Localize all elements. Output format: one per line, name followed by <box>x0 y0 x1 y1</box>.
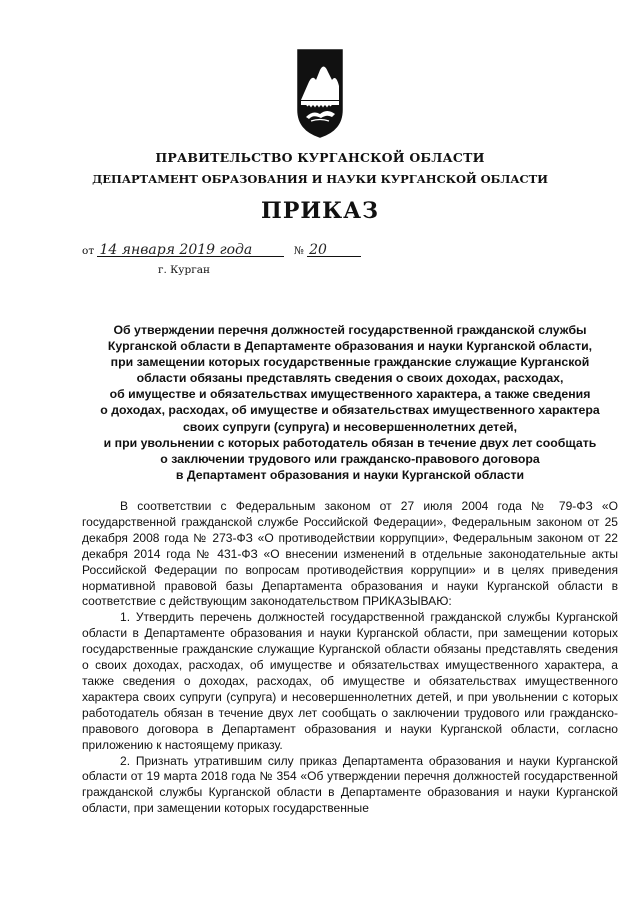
body-paragraph-preamble: В соответствии с Федеральным законом от 27 июля 2004 года № 79-ФЗ «О государственной гражданской службе Российской Федерации», Федеральным законом от 25 декабря 2008 года № 273-ФЗ «О противодействии коррупции», Федеральным законом от 22 декабря 2014 года № 431-ФЗ «О внесении изменений в отдельные законодательные акты Российской Федерации по вопросам противодействия коррупции» и в целях приведения нормативной правовой базы Департамента образования и науки Курганской области в соответствие с действующим законодательством ПРИКАЗЫВАЮ: <box>82 499 618 609</box>
coat-of-arms-icon <box>297 48 343 138</box>
subject-line: и при увольнении с которых работодатель обязан в течение двух лет сообщать <box>103 435 597 450</box>
order-date: 14 января 2019 года <box>97 244 284 257</box>
subject-line: об имуществе и обязательствах имущественного характера, а также сведения <box>109 387 591 402</box>
date-prefix: от <box>82 245 95 257</box>
subject-line: Об утверждении перечня должностей государственной гражданской службы <box>113 323 587 337</box>
government-title: ПРАВИТЕЛЬСТВО КУРГАНСКОЙ ОБЛАСТИ <box>155 150 485 165</box>
number-prefix: № <box>293 245 304 257</box>
order-number: 20 <box>307 244 361 257</box>
subject-line: области обязаны представлять сведения о своих доходах, расходах, <box>136 371 564 386</box>
order-subject <box>82 322 618 483</box>
subject-line: Курганской области в Департаменте образования и науки Курганской области, <box>107 339 593 354</box>
subject-line: о доходах, расходах, об имуществе и обязательствах имущественного характера <box>100 403 600 418</box>
order-date-number-line <box>82 244 361 257</box>
subject-line: о заключении трудового или гражданско-правового договора <box>160 451 540 466</box>
document-type-title: ПРИКАЗ <box>261 198 379 224</box>
body-paragraph-item-2: 2. Признать утратившим силу приказ Департамента образования и науки Курганской области от 19 марта 2018 года № 354 «Об утверждении перечня должностей государственной гражданской службы Курганской области в Департаменте образования и науки Курганской области, при замещении которых государственные <box>82 753 618 816</box>
order-city: г. Курган <box>158 264 210 276</box>
subject-line: при замещении которых государственные гражданские служащие Курганской <box>110 355 590 370</box>
department-title: ДЕПАРТАМЕНТ ОБРАЗОВАНИЯ И НАУКИ КУРГАНСКОЙ ОБЛАСТИ <box>92 172 548 186</box>
subject-line: своих супруги (супруга) и несовершеннолетних детей, <box>182 419 518 434</box>
subject-line: в Департамент образования и науки Курганской области <box>175 467 525 482</box>
body-paragraph-item-1: 1. Утвердить перечень должностей государственной гражданской службы Курганской области в Департаменте образования и науки Курганской области, при замещении которых государственные гражданские служащие Курганской области обязаны представлять сведения о своих доходах, расходах, об имуществе и обязательствах имущественного характера, а также сведения о доходах, расходах, об имуществе и обязательствах имущественного характера своих супруги (супруга) и несовершеннолетних детей, и при увольнении с которых работодатель обязан в течение двух лет сообщать о заключении трудового или гражданско-правового договора в Департамент образования и науки Курганской области, согласно приложению к настоящему приказу. <box>82 610 618 752</box>
order-body <box>82 499 618 817</box>
